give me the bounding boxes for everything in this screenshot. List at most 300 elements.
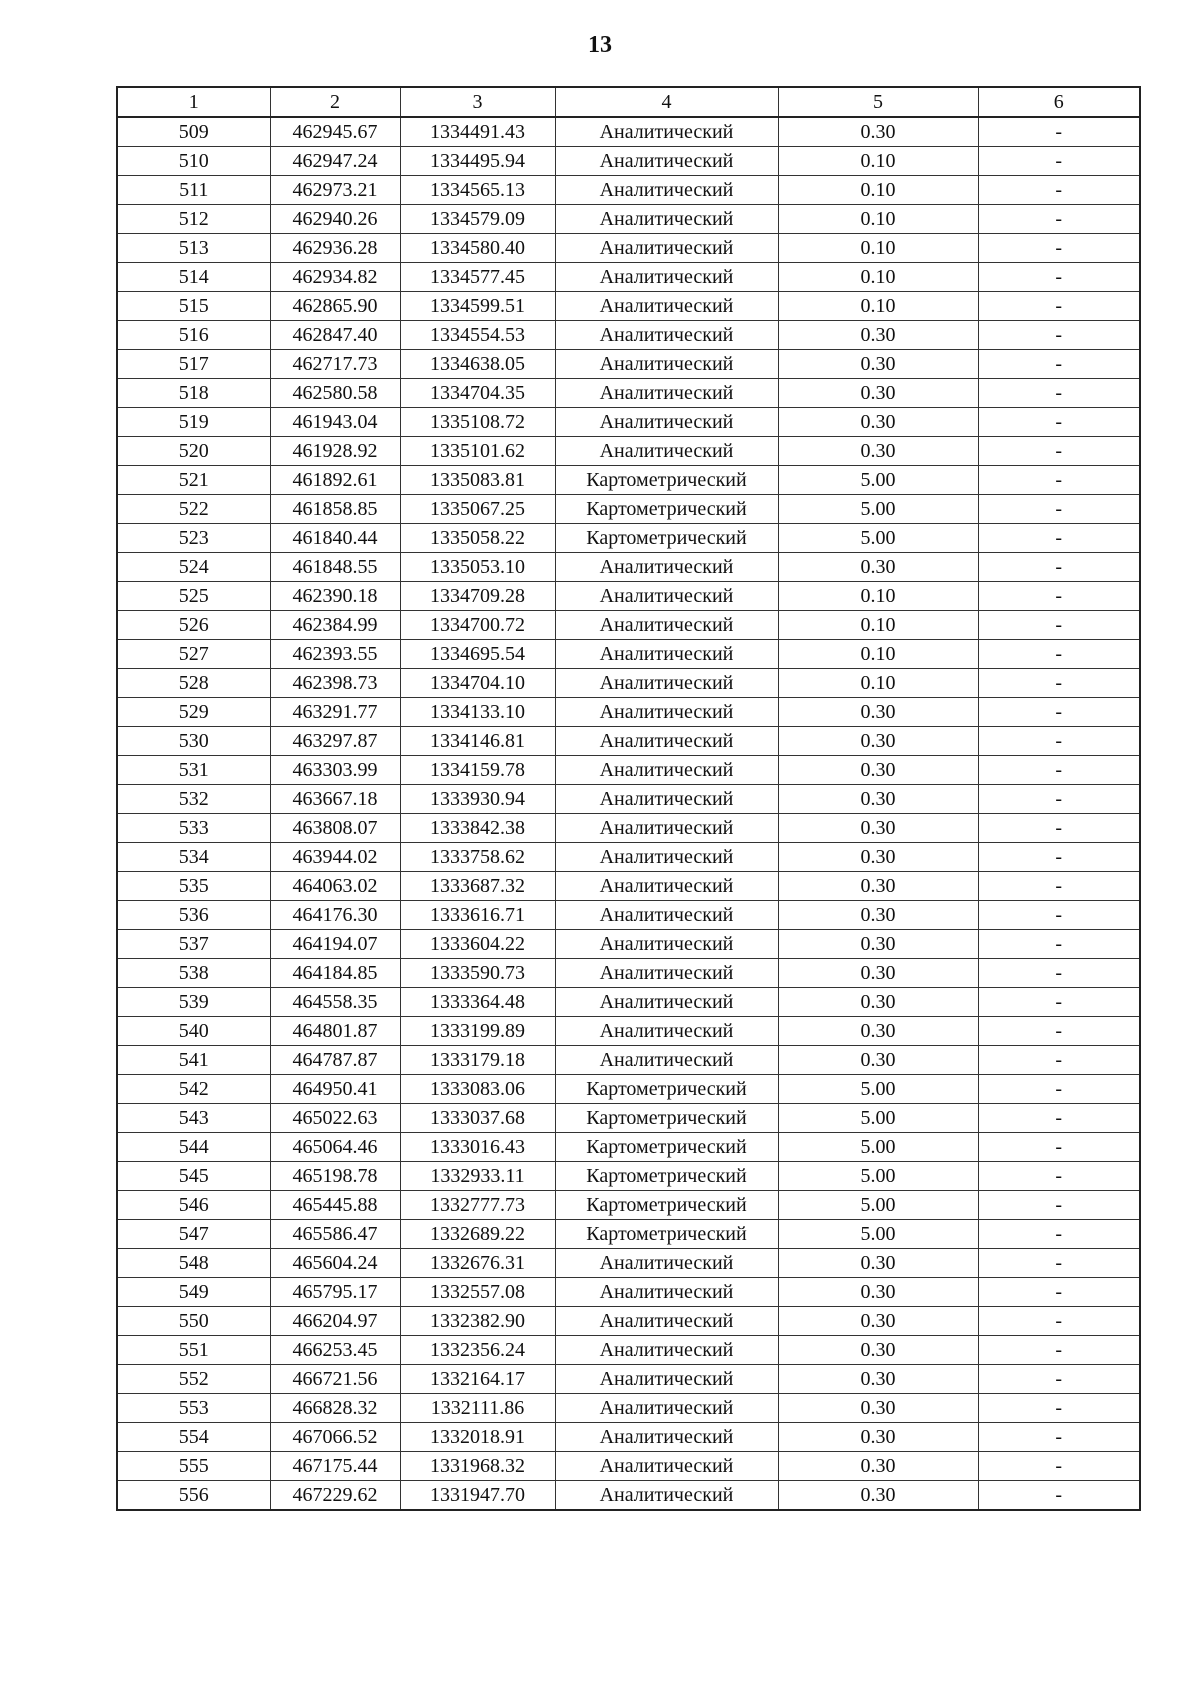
method-cell: Аналитический [555, 959, 778, 988]
y-coordinate-cell: 1334709.28 [400, 582, 555, 611]
point-number-cell: 539 [117, 988, 270, 1017]
x-coordinate-cell: 466253.45 [270, 1336, 400, 1365]
column-header: 3 [400, 87, 555, 117]
accuracy-cell: 0.30 [778, 901, 978, 930]
table-row [117, 1220, 1140, 1249]
x-coordinate-cell: 462934.82 [270, 263, 400, 292]
method-cell: Аналитический [555, 814, 778, 843]
x-coordinate-cell: 464558.35 [270, 988, 400, 1017]
column-header: 1 [117, 87, 270, 117]
point-number-cell: 520 [117, 437, 270, 466]
note-cell: - [978, 640, 1140, 669]
x-coordinate-cell: 462973.21 [270, 176, 400, 205]
x-coordinate-cell: 462940.26 [270, 205, 400, 234]
method-cell: Аналитический [555, 611, 778, 640]
x-coordinate-cell: 467175.44 [270, 1452, 400, 1481]
note-cell: - [978, 669, 1140, 698]
accuracy-cell: 0.30 [778, 379, 978, 408]
y-coordinate-cell: 1334695.54 [400, 640, 555, 669]
note-cell: - [978, 959, 1140, 988]
table-row [117, 988, 1140, 1017]
method-cell: Аналитический [555, 640, 778, 669]
note-cell: - [978, 582, 1140, 611]
note-cell: - [978, 437, 1140, 466]
method-cell: Аналитический [555, 234, 778, 263]
y-coordinate-cell: 1333687.32 [400, 872, 555, 901]
method-cell: Аналитический [555, 698, 778, 727]
note-cell: - [978, 1481, 1140, 1511]
x-coordinate-cell: 461840.44 [270, 524, 400, 553]
note-cell: - [978, 785, 1140, 814]
method-cell: Аналитический [555, 1017, 778, 1046]
y-coordinate-cell: 1332777.73 [400, 1191, 555, 1220]
point-number-cell: 533 [117, 814, 270, 843]
x-coordinate-cell: 464176.30 [270, 901, 400, 930]
x-coordinate-cell: 465198.78 [270, 1162, 400, 1191]
y-coordinate-cell: 1334599.51 [400, 292, 555, 321]
point-number-cell: 527 [117, 640, 270, 669]
y-coordinate-cell: 1332164.17 [400, 1365, 555, 1394]
point-number-cell: 524 [117, 553, 270, 582]
table-row [117, 263, 1140, 292]
y-coordinate-cell: 1334146.81 [400, 727, 555, 756]
table-row [117, 408, 1140, 437]
note-cell: - [978, 698, 1140, 727]
method-cell: Аналитический [555, 756, 778, 785]
point-number-cell: 518 [117, 379, 270, 408]
method-cell: Картометрический [555, 524, 778, 553]
note-cell: - [978, 1307, 1140, 1336]
point-number-cell: 509 [117, 117, 270, 147]
accuracy-cell: 0.30 [778, 1046, 978, 1075]
y-coordinate-cell: 1331968.32 [400, 1452, 555, 1481]
point-number-cell: 550 [117, 1307, 270, 1336]
note-cell: - [978, 611, 1140, 640]
x-coordinate-cell: 464063.02 [270, 872, 400, 901]
accuracy-cell: 0.30 [778, 1365, 978, 1394]
accuracy-cell: 0.10 [778, 669, 978, 698]
x-coordinate-cell: 461892.61 [270, 466, 400, 495]
accuracy-cell: 0.30 [778, 843, 978, 872]
method-cell: Аналитический [555, 117, 778, 147]
method-cell: Аналитический [555, 1481, 778, 1511]
y-coordinate-cell: 1334495.94 [400, 147, 555, 176]
note-cell: - [978, 1017, 1140, 1046]
x-coordinate-cell: 463297.87 [270, 727, 400, 756]
x-coordinate-cell: 462847.40 [270, 321, 400, 350]
x-coordinate-cell: 462384.99 [270, 611, 400, 640]
y-coordinate-cell: 1335101.62 [400, 437, 555, 466]
accuracy-cell: 0.10 [778, 176, 978, 205]
point-number-cell: 546 [117, 1191, 270, 1220]
note-cell: - [978, 930, 1140, 959]
accuracy-cell: 5.00 [778, 1162, 978, 1191]
table-row [117, 727, 1140, 756]
y-coordinate-cell: 1334565.13 [400, 176, 555, 205]
table-row [117, 959, 1140, 988]
note-cell: - [978, 263, 1140, 292]
note-cell: - [978, 408, 1140, 437]
accuracy-cell: 5.00 [778, 1220, 978, 1249]
method-cell: Аналитический [555, 988, 778, 1017]
accuracy-cell: 5.00 [778, 1191, 978, 1220]
table-row [117, 843, 1140, 872]
method-cell: Картометрический [555, 495, 778, 524]
point-number-cell: 547 [117, 1220, 270, 1249]
accuracy-cell: 0.10 [778, 147, 978, 176]
method-cell: Картометрический [555, 466, 778, 495]
accuracy-cell: 0.30 [778, 1423, 978, 1452]
table-row [117, 437, 1140, 466]
method-cell: Аналитический [555, 901, 778, 930]
accuracy-cell: 0.30 [778, 1481, 978, 1511]
accuracy-cell: 5.00 [778, 1104, 978, 1133]
page-number: 13 [588, 32, 612, 58]
point-number-cell: 511 [117, 176, 270, 205]
method-cell: Аналитический [555, 727, 778, 756]
accuracy-cell: 0.30 [778, 437, 978, 466]
table-row [117, 756, 1140, 785]
point-number-cell: 552 [117, 1365, 270, 1394]
x-coordinate-cell: 464950.41 [270, 1075, 400, 1104]
point-number-cell: 522 [117, 495, 270, 524]
y-coordinate-cell: 1333083.06 [400, 1075, 555, 1104]
table-row [117, 1423, 1140, 1452]
method-cell: Аналитический [555, 1365, 778, 1394]
y-coordinate-cell: 1335067.25 [400, 495, 555, 524]
x-coordinate-cell: 464787.87 [270, 1046, 400, 1075]
y-coordinate-cell: 1333616.71 [400, 901, 555, 930]
y-coordinate-cell: 1333199.89 [400, 1017, 555, 1046]
accuracy-cell: 0.30 [778, 727, 978, 756]
note-cell: - [978, 1336, 1140, 1365]
x-coordinate-cell: 466204.97 [270, 1307, 400, 1336]
note-cell: - [978, 756, 1140, 785]
y-coordinate-cell: 1332689.22 [400, 1220, 555, 1249]
note-cell: - [978, 176, 1140, 205]
point-number-cell: 556 [117, 1481, 270, 1511]
accuracy-cell: 0.10 [778, 611, 978, 640]
point-number-cell: 517 [117, 350, 270, 379]
column-header: 6 [978, 87, 1140, 117]
method-cell: Аналитический [555, 669, 778, 698]
accuracy-cell: 0.30 [778, 321, 978, 350]
point-number-cell: 554 [117, 1423, 270, 1452]
note-cell: - [978, 814, 1140, 843]
method-cell: Картометрический [555, 1104, 778, 1133]
x-coordinate-cell: 462398.73 [270, 669, 400, 698]
x-coordinate-cell: 463303.99 [270, 756, 400, 785]
x-coordinate-cell: 465064.46 [270, 1133, 400, 1162]
table-row [117, 1075, 1140, 1104]
y-coordinate-cell: 1334554.53 [400, 321, 555, 350]
note-cell: - [978, 234, 1140, 263]
table-row [117, 1452, 1140, 1481]
table-header-row [117, 87, 1140, 117]
y-coordinate-cell: 1334704.35 [400, 379, 555, 408]
y-coordinate-cell: 1335058.22 [400, 524, 555, 553]
accuracy-cell: 0.10 [778, 582, 978, 611]
accuracy-cell: 0.30 [778, 872, 978, 901]
point-number-cell: 530 [117, 727, 270, 756]
accuracy-cell: 0.30 [778, 1017, 978, 1046]
x-coordinate-cell: 463667.18 [270, 785, 400, 814]
table-row [117, 553, 1140, 582]
note-cell: - [978, 350, 1140, 379]
point-number-cell: 545 [117, 1162, 270, 1191]
method-cell: Картометрический [555, 1133, 778, 1162]
x-coordinate-cell: 464184.85 [270, 959, 400, 988]
column-header: 2 [270, 87, 400, 117]
point-number-cell: 513 [117, 234, 270, 263]
table-row [117, 814, 1140, 843]
accuracy-cell: 0.30 [778, 1452, 978, 1481]
y-coordinate-cell: 1334133.10 [400, 698, 555, 727]
table-row [117, 147, 1140, 176]
accuracy-cell: 0.30 [778, 117, 978, 147]
table-row [117, 1336, 1140, 1365]
point-number-cell: 548 [117, 1249, 270, 1278]
accuracy-cell: 0.30 [778, 553, 978, 582]
method-cell: Картометрический [555, 1075, 778, 1104]
point-number-cell: 549 [117, 1278, 270, 1307]
note-cell: - [978, 1452, 1140, 1481]
method-cell: Аналитический [555, 1336, 778, 1365]
note-cell: - [978, 495, 1140, 524]
note-cell: - [978, 901, 1140, 930]
table-row [117, 698, 1140, 727]
x-coordinate-cell: 467066.52 [270, 1423, 400, 1452]
accuracy-cell: 0.30 [778, 930, 978, 959]
table-row [117, 234, 1140, 263]
note-cell: - [978, 205, 1140, 234]
y-coordinate-cell: 1331947.70 [400, 1481, 555, 1511]
column-header: 4 [555, 87, 778, 117]
y-coordinate-cell: 1332933.11 [400, 1162, 555, 1191]
y-coordinate-cell: 1332676.31 [400, 1249, 555, 1278]
method-cell: Аналитический [555, 582, 778, 611]
x-coordinate-cell: 463944.02 [270, 843, 400, 872]
point-number-cell: 515 [117, 292, 270, 321]
accuracy-cell: 5.00 [778, 466, 978, 495]
y-coordinate-cell: 1333179.18 [400, 1046, 555, 1075]
accuracy-cell: 0.30 [778, 350, 978, 379]
y-coordinate-cell: 1334638.05 [400, 350, 555, 379]
method-cell: Аналитический [555, 553, 778, 582]
y-coordinate-cell: 1332382.90 [400, 1307, 555, 1336]
note-cell: - [978, 843, 1140, 872]
y-coordinate-cell: 1333930.94 [400, 785, 555, 814]
table-row [117, 1278, 1140, 1307]
point-number-cell: 534 [117, 843, 270, 872]
y-coordinate-cell: 1333016.43 [400, 1133, 555, 1162]
x-coordinate-cell: 465604.24 [270, 1249, 400, 1278]
table-row [117, 205, 1140, 234]
method-cell: Аналитический [555, 843, 778, 872]
point-number-cell: 521 [117, 466, 270, 495]
table-row [117, 1191, 1140, 1220]
x-coordinate-cell: 462717.73 [270, 350, 400, 379]
method-cell: Аналитический [555, 785, 778, 814]
accuracy-cell: 0.30 [778, 959, 978, 988]
point-number-cell: 526 [117, 611, 270, 640]
point-number-cell: 516 [117, 321, 270, 350]
table-row [117, 1307, 1140, 1336]
note-cell: - [978, 553, 1140, 582]
x-coordinate-cell: 465445.88 [270, 1191, 400, 1220]
point-number-cell: 510 [117, 147, 270, 176]
x-coordinate-cell: 463808.07 [270, 814, 400, 843]
y-coordinate-cell: 1334704.10 [400, 669, 555, 698]
method-cell: Аналитический [555, 321, 778, 350]
table-row [117, 1104, 1140, 1133]
point-number-cell: 514 [117, 263, 270, 292]
table-row [117, 640, 1140, 669]
table-row [117, 1394, 1140, 1423]
point-number-cell: 512 [117, 205, 270, 234]
method-cell: Аналитический [555, 1307, 778, 1336]
method-cell: Картометрический [555, 1220, 778, 1249]
note-cell: - [978, 379, 1140, 408]
note-cell: - [978, 321, 1140, 350]
x-coordinate-cell: 464801.87 [270, 1017, 400, 1046]
note-cell: - [978, 117, 1140, 147]
note-cell: - [978, 1249, 1140, 1278]
y-coordinate-cell: 1335108.72 [400, 408, 555, 437]
method-cell: Аналитический [555, 1423, 778, 1452]
note-cell: - [978, 292, 1140, 321]
accuracy-cell: 0.30 [778, 1249, 978, 1278]
point-number-cell: 538 [117, 959, 270, 988]
accuracy-cell: 0.30 [778, 1336, 978, 1365]
x-coordinate-cell: 465022.63 [270, 1104, 400, 1133]
method-cell: Аналитический [555, 292, 778, 321]
accuracy-cell: 0.30 [778, 698, 978, 727]
note-cell: - [978, 1394, 1140, 1423]
accuracy-cell: 0.10 [778, 205, 978, 234]
y-coordinate-cell: 1334700.72 [400, 611, 555, 640]
y-coordinate-cell: 1333590.73 [400, 959, 555, 988]
x-coordinate-cell: 464194.07 [270, 930, 400, 959]
accuracy-cell: 0.30 [778, 1394, 978, 1423]
y-coordinate-cell: 1333604.22 [400, 930, 555, 959]
point-number-cell: 551 [117, 1336, 270, 1365]
y-coordinate-cell: 1333364.48 [400, 988, 555, 1017]
table-row [117, 1249, 1140, 1278]
y-coordinate-cell: 1332018.91 [400, 1423, 555, 1452]
accuracy-cell: 0.10 [778, 234, 978, 263]
x-coordinate-cell: 461848.55 [270, 553, 400, 582]
method-cell: Аналитический [555, 1394, 778, 1423]
x-coordinate-cell: 462947.24 [270, 147, 400, 176]
table-body [117, 117, 1140, 1510]
accuracy-cell: 0.30 [778, 785, 978, 814]
accuracy-cell: 5.00 [778, 524, 978, 553]
x-coordinate-cell: 465586.47 [270, 1220, 400, 1249]
table-row [117, 872, 1140, 901]
point-number-cell: 553 [117, 1394, 270, 1423]
accuracy-cell: 0.10 [778, 292, 978, 321]
method-cell: Аналитический [555, 147, 778, 176]
y-coordinate-cell: 1334580.40 [400, 234, 555, 263]
method-cell: Аналитический [555, 437, 778, 466]
table-row [117, 292, 1140, 321]
note-cell: - [978, 872, 1140, 901]
table-row [117, 321, 1140, 350]
accuracy-cell: 5.00 [778, 495, 978, 524]
point-number-cell: 536 [117, 901, 270, 930]
method-cell: Аналитический [555, 1046, 778, 1075]
y-coordinate-cell: 1332557.08 [400, 1278, 555, 1307]
coordinates-table [116, 86, 1141, 1511]
note-cell: - [978, 1278, 1140, 1307]
method-cell: Аналитический [555, 263, 778, 292]
y-coordinate-cell: 1333842.38 [400, 814, 555, 843]
x-coordinate-cell: 462936.28 [270, 234, 400, 263]
x-coordinate-cell: 461858.85 [270, 495, 400, 524]
accuracy-cell: 0.10 [778, 263, 978, 292]
point-number-cell: 529 [117, 698, 270, 727]
note-cell: - [978, 147, 1140, 176]
x-coordinate-cell: 462390.18 [270, 582, 400, 611]
table-row [117, 1133, 1140, 1162]
y-coordinate-cell: 1334491.43 [400, 117, 555, 147]
accuracy-cell: 0.30 [778, 1278, 978, 1307]
note-cell: - [978, 1191, 1140, 1220]
x-coordinate-cell: 466721.56 [270, 1365, 400, 1394]
note-cell: - [978, 727, 1140, 756]
table-row [117, 930, 1140, 959]
y-coordinate-cell: 1334577.45 [400, 263, 555, 292]
note-cell: - [978, 1365, 1140, 1394]
table-row [117, 495, 1140, 524]
note-cell: - [978, 1075, 1140, 1104]
x-coordinate-cell: 462580.58 [270, 379, 400, 408]
point-number-cell: 528 [117, 669, 270, 698]
accuracy-cell: 0.30 [778, 756, 978, 785]
accuracy-cell: 0.30 [778, 988, 978, 1017]
method-cell: Картометрический [555, 1162, 778, 1191]
x-coordinate-cell: 462393.55 [270, 640, 400, 669]
method-cell: Аналитический [555, 1249, 778, 1278]
table-row [117, 1162, 1140, 1191]
point-number-cell: 531 [117, 756, 270, 785]
table-row [117, 1481, 1140, 1511]
x-coordinate-cell: 463291.77 [270, 698, 400, 727]
point-number-cell: 519 [117, 408, 270, 437]
table-row [117, 582, 1140, 611]
accuracy-cell: 0.10 [778, 640, 978, 669]
point-number-cell: 525 [117, 582, 270, 611]
method-cell: Картометрический [555, 1191, 778, 1220]
x-coordinate-cell: 461928.92 [270, 437, 400, 466]
table-row [117, 176, 1140, 205]
column-header: 5 [778, 87, 978, 117]
method-cell: Аналитический [555, 205, 778, 234]
table-row [117, 611, 1140, 640]
accuracy-cell: 0.30 [778, 814, 978, 843]
note-cell: - [978, 1133, 1140, 1162]
note-cell: - [978, 1162, 1140, 1191]
accuracy-cell: 5.00 [778, 1133, 978, 1162]
table-row [117, 379, 1140, 408]
note-cell: - [978, 1104, 1140, 1133]
table-row [117, 1365, 1140, 1394]
point-number-cell: 537 [117, 930, 270, 959]
x-coordinate-cell: 462945.67 [270, 117, 400, 147]
point-number-cell: 544 [117, 1133, 270, 1162]
table-row [117, 524, 1140, 553]
